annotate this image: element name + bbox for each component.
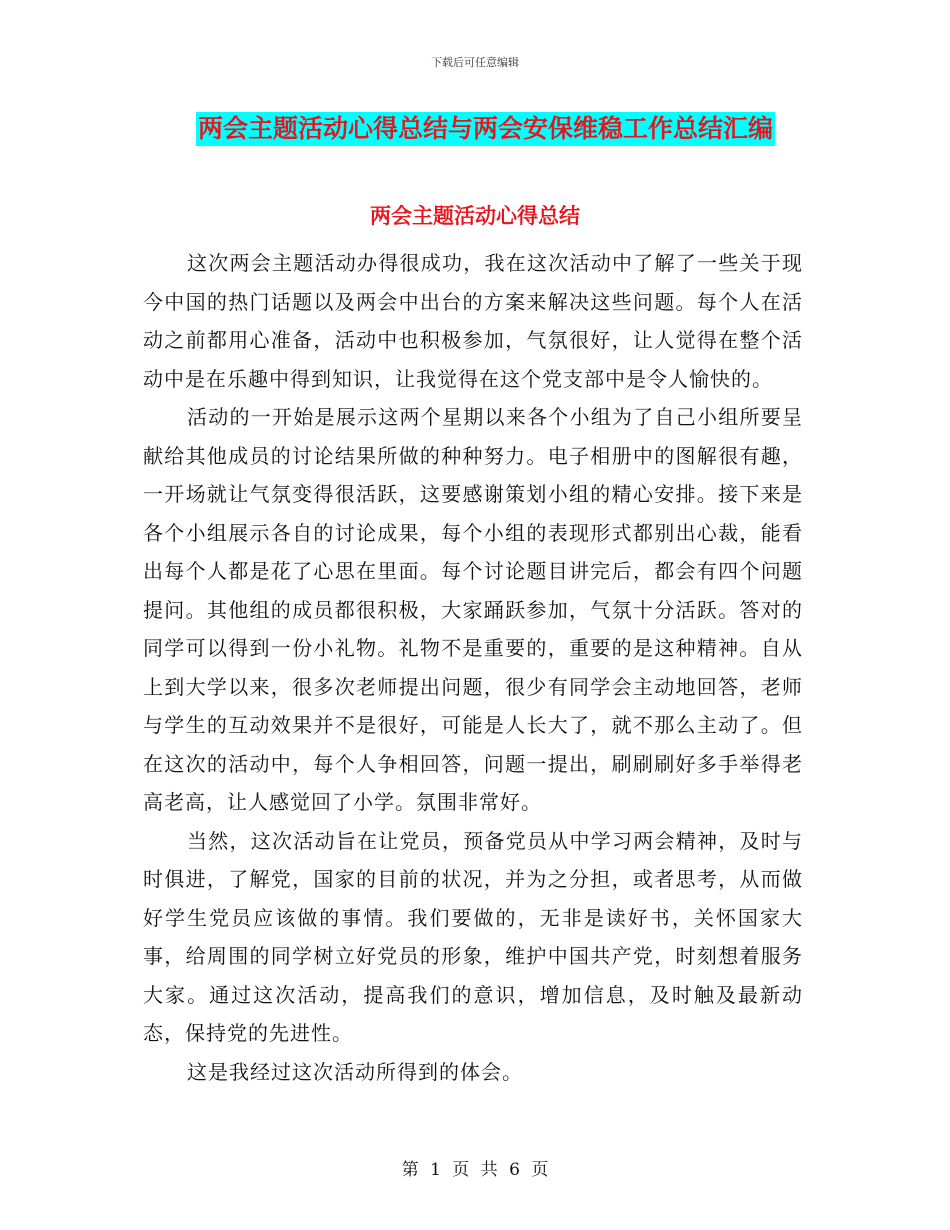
paragraph-3: 当然，这次活动旨在让党员，预备党员从中学习两会精神，及时与时俱进，了解党，国家的目前的状况，并为之分担，或者思考，从而做好学生党员应该做的事情。我们要做的，无非是读好书，关怀国家大事，给周围的同学树立好党员的形象，维护中国共产党，时刻想着服务大家。通过这次活动，提高我们的意识，增加信息，及时触及最新动态，保持党的先进性。 (143, 828, 803, 1045)
page-footer: 第 1 页 共 6 页 (401, 1160, 549, 1180)
paragraph-2: 活动的一开始是展示这两个星期以来各个小组为了自己小组所要呈献给其他成员的讨论结果所做的种种努力。电子相册中的图解很有趣，一开场就让气氛变得很活跃，这要感谢策划小组的精心安排。接下来是各个小组展示各自的讨论成果，每个小组的表现形式都别出心裁，能看出每个人都是花了心思在里面。每个讨论题目讲完后，都会有四个问题提问。其他组的成员都很积极，大家踊跃参加，气氛十分活跃。答对的同学可以得到一份小礼物。礼物不是重要的，重要的是这种精神。自从上到大学以来，很多次老师提出问题，很少有同学会主动地回答，老师与学生的互动效果并不是很好，可能是人长大了，就不那么主动了。但在这次的活动中，每个人争相回答，问题一提出，刷刷刷好多手举得老高老高，让人感觉回了小学。氛围非常好。 (143, 405, 803, 814)
document-title: 两会主题活动心得总结与两会安保维稳工作总结汇编 (196, 112, 775, 146)
paragraph-1: 这次两会主题活动办得很成功，我在这次活动中了解了一些关于现今中国的热门话题以及两会中出台的方案来解决这些问题。每个人在活动之前都用心准备，活动中也积极参加，气氛很好，让人觉得在整个活动中是在乐趣中得到知识，让我觉得在这个党支部中是令人愉快的。 (143, 251, 803, 391)
header-note: 下载后可任意编辑 (431, 56, 519, 69)
paragraph-4: 这是我经过这次活动所得到的体会。 (187, 1059, 523, 1084)
section-title: 两会主题活动心得总结 (370, 204, 580, 228)
body-text (143, 244, 803, 1091)
